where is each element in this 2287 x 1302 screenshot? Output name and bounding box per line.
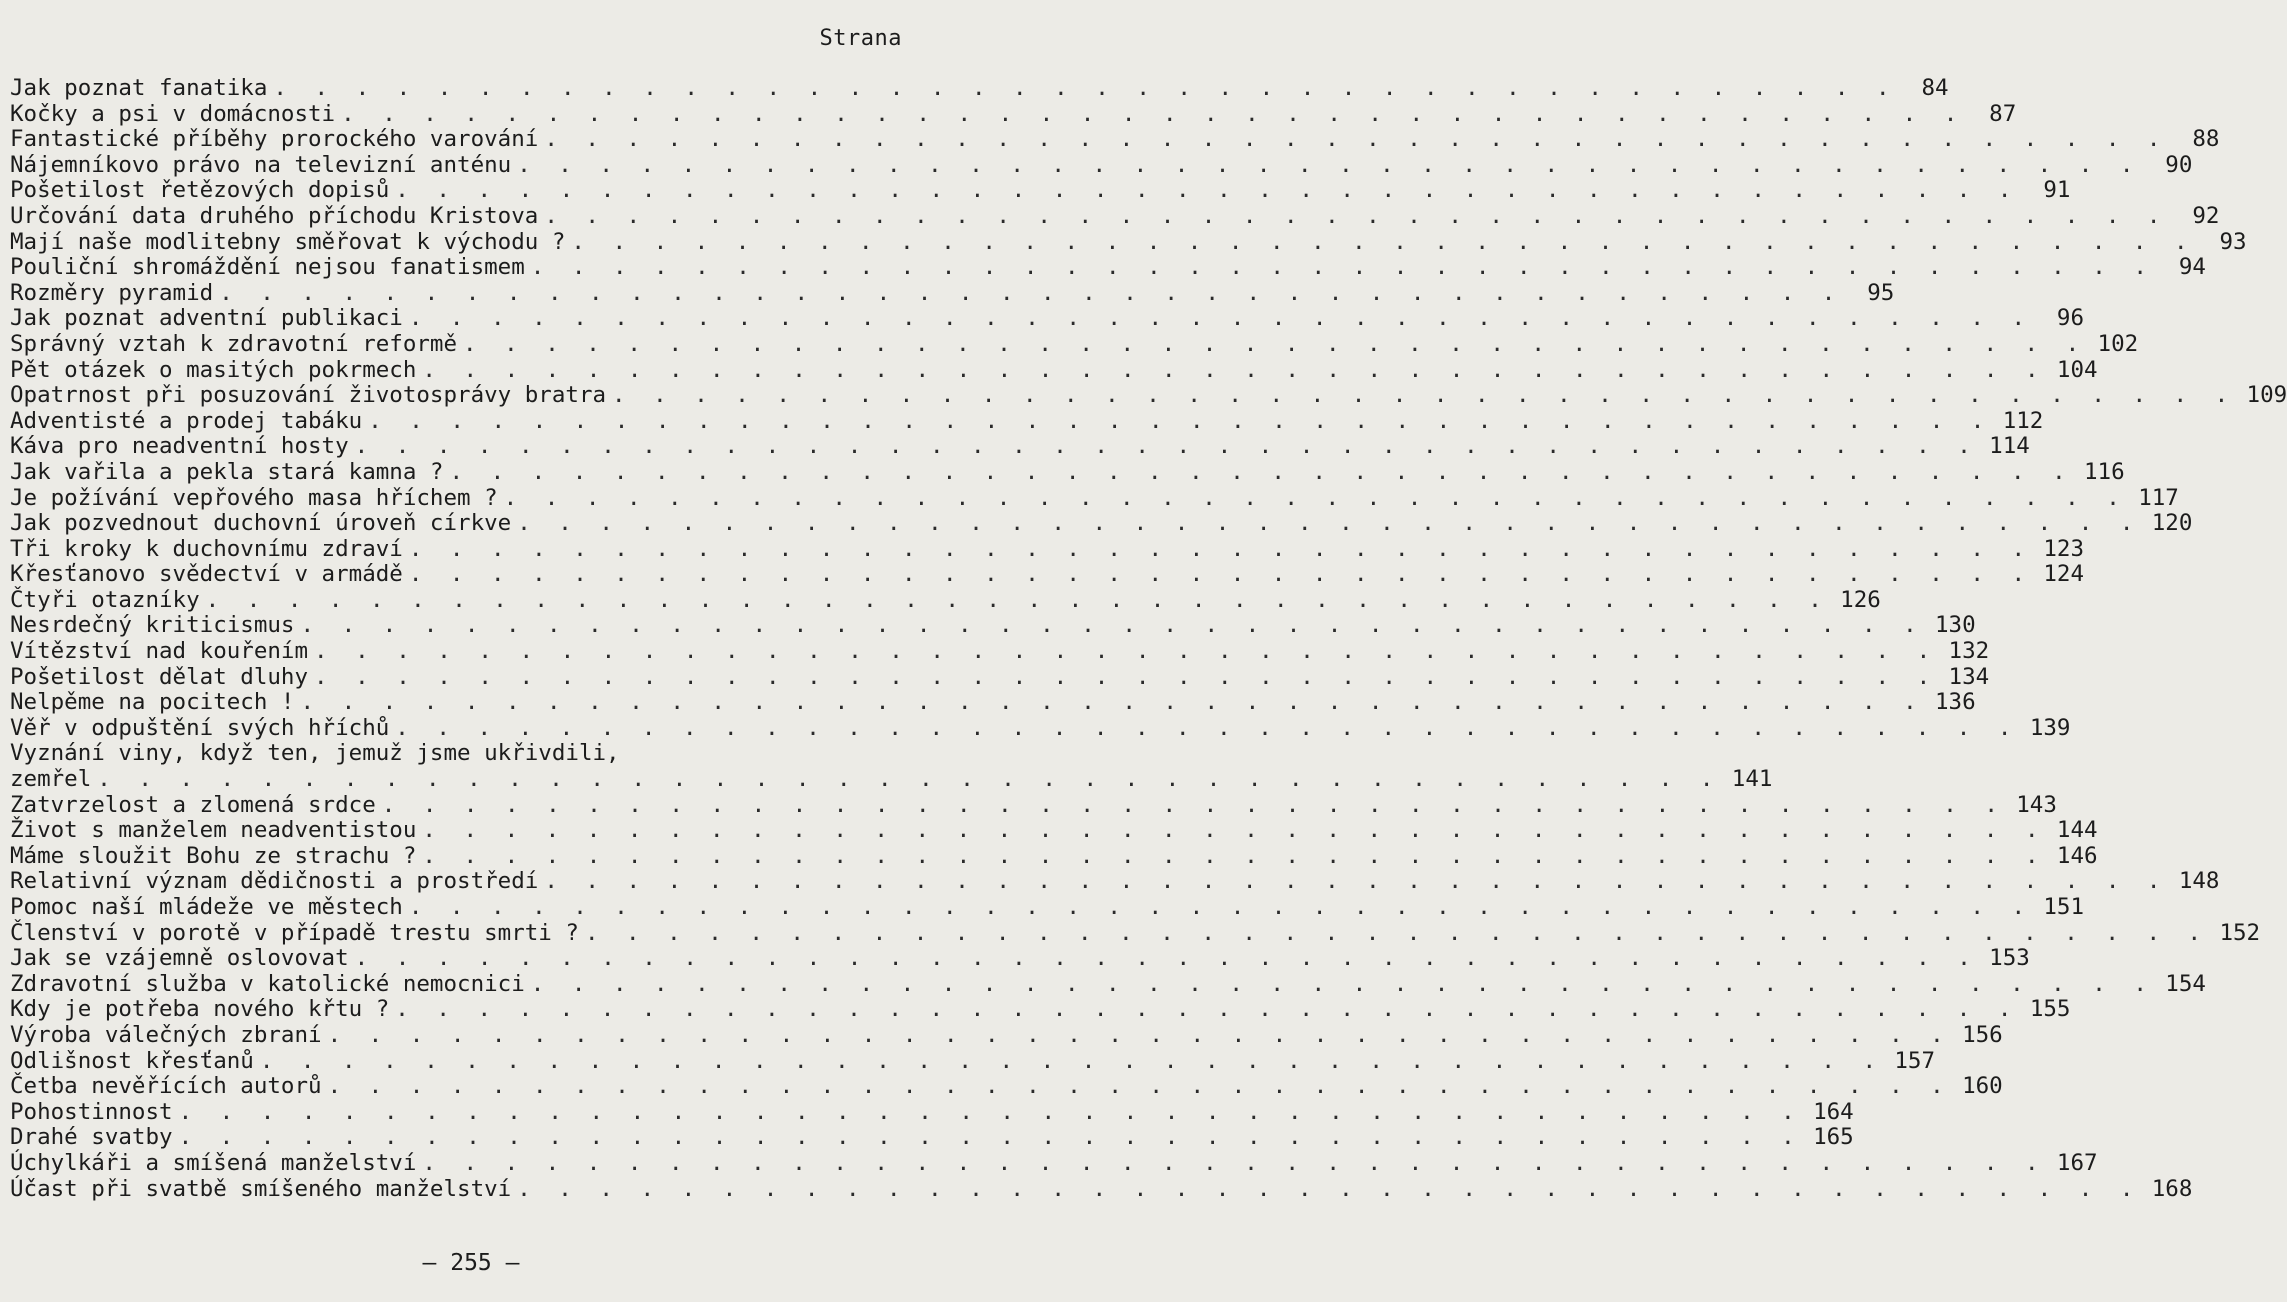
toc-entry: [10, 254, 2206, 281]
toc-entry-title: Křesťanovo svědectví v armádě: [10, 561, 403, 588]
dot-leader: . . . . . . . . . . . . . . . . . . . . . . . . . . . . . . . . . . . . . . . .: [612, 382, 2236, 409]
toc-entry: [10, 535, 2084, 563]
toc-entry-title: Opatrnost při posuzování životosprávy bratra: [10, 382, 607, 409]
toc-entry: [10, 484, 2179, 512]
toc-entry-title: Jak pozvednout duchovní úroveň církve: [10, 510, 512, 537]
dot-leader: . . . . . . . . . . . . . . . . . . . . . . . . . . . . . . . . . . . . . . . .: [408, 305, 2032, 332]
dot-leader: . . . . . . . . . . . . . . . . . . . . . . . . . . . . . . . . . . . . . . . .: [327, 1021, 1951, 1048]
toc-entry-page-number: 117: [2138, 484, 2179, 511]
toc-entry-page-number: 88: [2192, 126, 2220, 153]
toc-entry: [10, 100, 2017, 128]
toc-entry: [10, 279, 1895, 307]
toc-entry-title: Jak se vzájemně oslovovat: [10, 945, 349, 972]
dot-leader: . . . . . . . . . . . . . . . . . . . . . . . . . . . . . . . . . . . . . . . .: [97, 766, 1721, 793]
dot-leader: . . . . . . . . . . . . . . . . . . . . . . . . . . . . . . . . . . . . . . . .: [422, 1149, 2046, 1176]
dot-leader: . . . . . . . . . . . . . . . . . . . . . . . . . . . . . . . . . . . . . . . .: [408, 561, 2032, 588]
toc-entry: [10, 868, 2220, 895]
toc-entry-title: Jak poznat fanatika: [10, 75, 268, 101]
dot-leader: . . . . . . . . . . . . . . . . . . . . . . . . . . . . . . . . . . . . . . . .: [178, 1124, 1802, 1151]
dot-leader: . . . . . . . . . . . . . . . . . . . . . . . . . . . . . . . . . . . . . . . .: [368, 407, 1992, 434]
toc-entry-page-number: 93: [2219, 228, 2247, 255]
dot-leader: . . . . . . . . . . . . . . . . . . . . . . . . . . . . . . . . . . . . . . . .: [273, 75, 1897, 101]
toc-entry: [10, 919, 2261, 947]
toc-entry-page-number: 165: [1813, 1124, 1854, 1151]
toc-entry: [10, 356, 2098, 384]
toc-entry-title: Rozměry pyramid: [10, 279, 214, 306]
toc-entry-page-number: 141: [1731, 766, 1773, 793]
toc-entry-title: Odlišnost křesťanů: [10, 1047, 254, 1074]
toc-entry-page-number: 139: [2029, 714, 2071, 741]
toc-entry: [10, 996, 2071, 1023]
toc-entry-title: Kočky a psi v domácnosti: [10, 100, 336, 127]
dot-leader: . . . . . . . . . . . . . . . . . . . . . . . . . . . . . . . . . . . . . . . .: [449, 458, 2073, 485]
toc-entry: [10, 970, 2206, 998]
toc-entry-page-number: 126: [1840, 586, 1881, 613]
toc-entry: [10, 817, 2098, 844]
toc-entry-title: Pouliční shromáždění nejsou fanatismem: [10, 254, 525, 281]
toc-entry-page-number: 116: [2084, 458, 2125, 485]
toc-entry: [10, 75, 1949, 102]
toc-entry: [10, 1047, 1935, 1075]
dot-leader: . . . . . . . . . . . . . . . . . . . . . . . . . . . . . . . . . . . . . . . .: [503, 484, 2127, 511]
toc-entry: [10, 689, 1976, 716]
toc-entry-title: Pošetilost dělat dluhy: [10, 663, 309, 690]
dot-leader: . . . . . . . . . . . . . . . . . . . . . . . . . . . . . . . . . . . . . . . .: [395, 996, 2019, 1023]
toc-entry-page-number: 143: [2016, 791, 2057, 818]
page-number-footer: – 255 –: [422, 1250, 520, 1276]
toc-entry: [10, 791, 2057, 819]
dot-leader: . . . . . . . . . . . . . . . . . . . . . . . . . . . . . . . . . . . . . . . .: [530, 970, 2154, 997]
toc-entry-page-number: 144: [2056, 817, 2098, 844]
toc-entry-page-number: 114: [1989, 433, 2030, 460]
toc-entry-page-number: 132: [1948, 638, 1990, 665]
toc-entry-title: Je požívání vepřového masa hříchem ?: [10, 484, 498, 511]
toc-entry: [10, 741, 860, 767]
toc-entry: [10, 1021, 2003, 1049]
toc-entry: [10, 1124, 1854, 1151]
toc-entry-title: Káva pro neadventní hosty: [10, 433, 349, 460]
toc-entry: [10, 766, 1773, 793]
toc-entry: [10, 842, 2098, 870]
toc-entry-title: Mají naše modlitebny směřovat k východu ?: [10, 228, 566, 255]
toc-entry-page-number: 124: [2043, 561, 2084, 588]
dot-leader: . . . . . . . . . . . . . . . . . . . . . . . . . . . . . . . . . . . . . . . .: [544, 868, 2168, 895]
toc-entry-page-number: 134: [1948, 663, 1990, 690]
toc-entry-title: Adventisté a prodej tabáku: [10, 407, 363, 434]
toc-entry-title: Správný vztah k zdravotní reformě: [10, 330, 458, 357]
toc-entry-page-number: 120: [2151, 510, 2193, 537]
toc-entry-page-number: 152: [2219, 919, 2261, 946]
toc-entry: [10, 663, 1990, 691]
toc-entry-title: Nelpěme na pocitech !: [10, 689, 295, 716]
toc-entry-page-number: 155: [2029, 996, 2071, 1023]
toc-entry-page-number: 167: [2056, 1149, 2098, 1176]
toc-entry-page-number: 90: [2165, 151, 2193, 178]
toc-entry: [10, 612, 1976, 639]
table-of-contents: [10, 75, 2287, 1202]
toc-entry-title: Vítězství nad kouřením: [10, 638, 309, 665]
dot-leader: . . . . . . . . . . . . . . . . . . . . . . . . . . . . . . . . . . . . . . . .: [517, 510, 2141, 537]
toc-entry-page-number: 87: [1989, 100, 2017, 127]
toc-entry-title: Máme sloužit Bohu ze strachu ?: [10, 842, 417, 869]
toc-entry-title: Účast při svatbě smíšeného manželství: [10, 1175, 512, 1202]
toc-entry-title: Nájemníkovo právo na televizní anténu: [10, 151, 512, 178]
toc-entry-page-number: 92: [2192, 202, 2220, 229]
toc-entry-page-number: 91: [2043, 177, 2071, 204]
toc-entry: [10, 433, 2030, 460]
toc-entry-page-number: 95: [1867, 279, 1895, 306]
toc-entry-title: Členství v porotě v případě trestu smrti ?: [10, 919, 579, 946]
toc-entry: [10, 151, 2193, 179]
dot-leader: . . . . . . . . . . . . . . . . . . . . . . . . . . . . . . . . . . . . . . . .: [395, 177, 2019, 204]
toc-entry-page-number: 164: [1813, 1098, 1854, 1125]
toc-entry: [10, 1175, 2193, 1203]
toc-entry-title: Čtyři otazníky: [10, 586, 200, 613]
toc-entry: [10, 714, 2071, 742]
toc-entry-title: Jak poznat adventní publikaci: [10, 305, 403, 332]
page-column-header: Strana: [819, 26, 902, 51]
dot-leader: . . . . . . . . . . . . . . . . . . . . . . . . . . . . . . . . . . . . . . . .: [259, 1047, 1883, 1074]
toc-entry-page-number: 84: [1921, 75, 1949, 101]
toc-entry-page-number: 104: [2056, 356, 2098, 383]
toc-entry-title: Výroba válečných zbraní: [10, 1021, 322, 1048]
dot-leader: . . . . . . . . . . . . . . . . . . . . . . . . . . . . . . . . . . . . . . . .: [354, 945, 1978, 972]
dot-leader: . . . . . . . . . . . . . . . . . . . . . . . . . . . . . . . . . . . . . . . .: [178, 1098, 1802, 1125]
dot-leader: . . . . . . . . . . . . . . . . . . . . . . . . . . . . . . . . . . . . . . . .: [354, 433, 1978, 460]
toc-entry-title: Četba nevěřících autorů: [10, 1073, 322, 1100]
toc-entry: [10, 1149, 2098, 1177]
toc-entry: [10, 202, 2220, 230]
dot-leader: . . . . . . . . . . . . . . . . . . . . . . . . . . . . . . . . . . . . . . . .: [341, 100, 1965, 127]
toc-entry-page-number: 146: [2056, 842, 2098, 869]
toc-entry-page-number: 151: [2043, 894, 2084, 920]
toc-entry-title: Relativní význam dědičnosti a prostředí: [10, 868, 539, 895]
toc-entry: [10, 1073, 2003, 1100]
dot-leader: . . . . . . . . . . . . . . . . . . . . . . . . . . . . . . . . . . . . . . . .: [422, 356, 2046, 383]
toc-entry-title: Drahé svatby: [10, 1124, 173, 1151]
toc-entry-page-number: 130: [1935, 612, 1976, 639]
dot-leader: . . . . . . . . . . . . . . . . . . . . . . . . . . . . . . . . . . . . . . . .: [300, 612, 1924, 639]
dot-leader: . . . . . . . . . . . . . . . . . . . . . . . . . . . . . . . . . . . . . . . .: [300, 689, 1924, 716]
toc-entry-title: Úchylkáři a smíšená manželství: [10, 1149, 417, 1176]
dot-leader: . . . . . . . . . . . . . . . . . . . . . . . . . . . . . . . . . . . . . . . .: [463, 330, 2087, 357]
toc-entry: [10, 458, 2125, 486]
dot-leader: . . . . . . . . . . . . . . . . . . . . . . . . . . . . . . . . . . . . . . . .: [544, 202, 2168, 229]
toc-entry-page-number: 96: [2056, 305, 2084, 332]
toc-entry: [10, 510, 2193, 537]
dot-leader: . . . . . . . . . . . . . . . . . . . . . . . . . . . . . . . . . . . . . . . .: [544, 126, 2168, 153]
toc-entry-page-number: 123: [2043, 535, 2084, 562]
toc-entry-page-number: 168: [2151, 1175, 2193, 1202]
toc-entry: [10, 586, 1881, 614]
dot-leader: . . . . . . . . . . . . . . . . . . . . . . . . . . . . . . . . . . . . . . . .: [381, 791, 2005, 818]
dot-leader: . . . . . . . . . . . . . . . . . . . . . . . . . . . . . . . . . . . . . . . .: [408, 535, 2032, 562]
toc-entry: [10, 177, 2071, 204]
toc-entry-page-number: 154: [2165, 970, 2206, 997]
toc-entry-title: Tři kroky k duchovnímu zdraví: [10, 535, 403, 562]
toc-entry: [10, 305, 2084, 332]
toc-entry: [10, 330, 2139, 358]
toc-entry-title: Nesrdečný kriticismus: [10, 612, 295, 639]
dot-leader: . . . . . . . . . . . . . . . . . . . . . . . . . . . . . . . . . . . . . . . .: [219, 279, 1843, 306]
dot-leader: . . . . . . . . . . . . . . . . . . . . . . . . . . . . . . . . . . . . . . . .: [327, 1073, 1951, 1100]
toc-entry-title: Pošetilost řetězových dopisů: [10, 177, 390, 204]
toc-entry-title: Kdy je potřeba nového křtu ?: [10, 996, 390, 1023]
toc-entry: [10, 382, 2287, 409]
toc-entry-page-number: 94: [2178, 254, 2206, 281]
toc-entry-title: Pět otázek o masitých pokrmech: [10, 356, 417, 383]
dot-leader: . . . . . . . . . . . . . . . . . . . . . . . . . . . . . . . . . . . . . . . .: [517, 1175, 2141, 1202]
toc-entry-page-number: 109: [2246, 382, 2287, 409]
toc-entry-title: Jak vařila a pekla stará kamna ?: [10, 458, 444, 485]
toc-entry-title: Zdravotní služba v katolické nemocnici: [10, 970, 525, 997]
dot-leader: . . . . . . . . . . . . . . . . . . . . . . . . . . . . . . . . . . . . . . . .: [314, 638, 1938, 665]
toc-entry-title: Pohostinnost: [10, 1098, 173, 1125]
toc-entry-page-number: 156: [1962, 1021, 2003, 1048]
toc-entry-page-number: 157: [1894, 1047, 1935, 1074]
toc-entry: [10, 894, 2084, 921]
dot-leader: . . . . . . . . . . . . . . . . . . . . . . . . . . . . . . . . . . . . . . . .: [584, 919, 2209, 946]
toc-entry-title: Zatvrzelost a zlomená srdce: [10, 791, 376, 818]
toc-entry-title: Život s manželem neadventistou: [10, 817, 417, 844]
dot-leader: . . . . . . . . . . . . . . . . . . . . . . . . . . . . . . . . . . . . . . . .: [395, 714, 2019, 741]
toc-entry-page-number: 102: [2097, 330, 2139, 357]
dot-leader: . . . . . . . . . . . . . . . . . . . . . . . . . . . . . . . . . . . . . . . .: [205, 586, 1829, 613]
toc-entry-page-number: 112: [2002, 407, 2044, 434]
toc-entry-title: Vyznání viny, když ten, jemuž jsme ukřivdili,: [10, 740, 620, 767]
toc-entry: [10, 1098, 1854, 1126]
toc-entry-page-number: 160: [1962, 1073, 2003, 1100]
dot-leader: . . . . . . . . . . . . . . . . . . . . . . . . . . . . . . . . . . . . . . . .: [571, 228, 2195, 255]
toc-entry-title: zemřel: [10, 766, 92, 793]
toc-entry-title: Určování data druhého příchodu Kristova: [10, 202, 539, 229]
toc-entry: [10, 407, 2044, 435]
dot-leader: . . . . . . . . . . . . . . . . . . . . . . . . . . . . . . . . . . . . . . . .: [422, 817, 2046, 844]
toc-entry-title: Pomoc naší mládeže ve městech: [10, 894, 403, 920]
dot-leader: . . . . . . . . . . . . . . . . . . . . . . . . . . . . . . . . . . . . . . . .: [408, 894, 2032, 920]
toc-entry: [10, 638, 1990, 665]
toc-entry-page-number: 136: [1935, 689, 1976, 716]
toc-entry-page-number: 153: [1989, 945, 2030, 972]
toc-entry: [10, 126, 2220, 153]
dot-leader: . . . . . . . . . . . . . . . . . . . . . . . . . . . . . . . . . . . . . . . .: [517, 151, 2141, 178]
dot-leader: . . . . . . . . . . . . . . . . . . . . . . . . . . . . . . . . . . . . . . . .: [314, 663, 1938, 690]
dot-leader: . . . . . . . . . . . . . . . . . . . . . . . . . . . . . . . . . . . . . . . .: [422, 842, 2046, 869]
toc-entry: [10, 228, 2247, 256]
toc-entry-title: Fantastické příběhy prorockého varování: [10, 126, 539, 153]
dot-leader: . . . . . . . . . . . . . . . . . . . . . . . . . . . . . . . . . . . . . . . .: [530, 254, 2154, 281]
toc-entry-title: Věř v odpuštění svých hříchů: [10, 714, 390, 741]
toc-entry: [10, 561, 2084, 588]
toc-entry: [10, 945, 2030, 972]
toc-entry-page-number: 148: [2178, 868, 2220, 895]
